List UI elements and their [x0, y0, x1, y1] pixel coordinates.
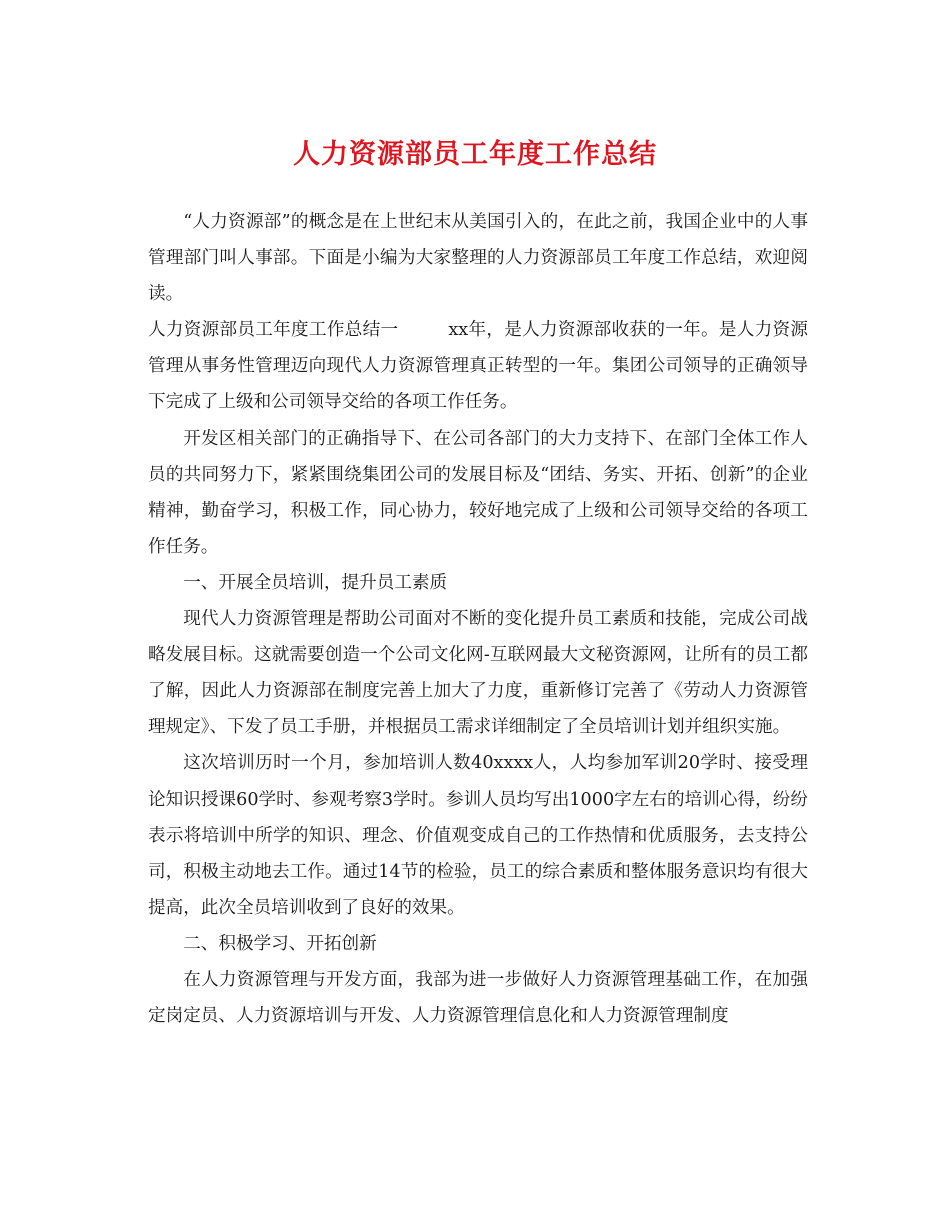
paragraph-modern-hr: 现代人力资源管理是帮助公司面对不断的变化提升员工素质和技能，完成公司战略发展目标。这就需要创造一个公司文化网-互联网最大文秘资源网，让所有的员工都了解，因此人力资源部在制度完善上加大了力度，重新修订完善了《劳动人力资源管理规定》、下发了员工手册，并根据员工需求详细制定了全员培训计划并组织实施。: [148, 609, 808, 738]
document-title: 人力资源部员工年度工作总结: [293, 139, 657, 170]
paragraph-hr-development: 在人力资源管理与开发方面，我部为进一步做好人力资源管理基础工作，在加强定岗定员、人力资源培训与开发、人力资源管理信息化和人力资源管理制度: [148, 969, 808, 1027]
paragraph-summary-one-text: xx年，是人力资源部收获的一年。是人力资源管理从事务性管理迈向现代人力资源管理真正转型的一年。集团公司领导的正确领导下完成了上级和公司领导交给的各项工作任务。: [148, 320, 808, 413]
inline-section-heading: 人力资源部员工年度工作总结一: [148, 320, 399, 341]
section-heading-training: 一、开展全员培训，提升员工素质: [183, 572, 448, 593]
paragraph-dev-zone: 开发区相关部门的正确指导下、在公司各部门的大力支持下、在部门全体工作人员的共同努力下，紧紧围绕集团公司的发展目标及“团结、务实、开拓、创新”的企业精神，勤奋学习，积极工作，同心协力，较好地完成了上级和公司领导交给的各项工作任务。: [148, 428, 808, 557]
paragraph-training-results: 这次培训历时一个月，参加培训人数40xxxx人，人均参加军训20学时、接受理论知识授课60学时、参观考察3学时。参训人员均写出1000字左右的培训心得，纷纷表示将培训中所学的知识、理念、价值观变成自己的工作热情和优质服务，去支持公司，积极主动地去工作。通过14节的检验，员工的综合素质和整体服务意识均有很大提高，此次全员培训收到了良好的效果。: [148, 753, 808, 918]
paragraph-summary-one: [148, 312, 808, 420]
paragraph-intro: “人力资源部”的概念是在上世纪末从美国引入的，在此之前，我国企业中的人事管理部门叫人事部。下面是小编为大家整理的人力资源部员工年度工作总结，欢迎阅读。: [148, 212, 808, 305]
section-heading-innovation: 二、积极学习、开拓创新: [183, 933, 377, 954]
document-body: [148, 204, 808, 1034]
